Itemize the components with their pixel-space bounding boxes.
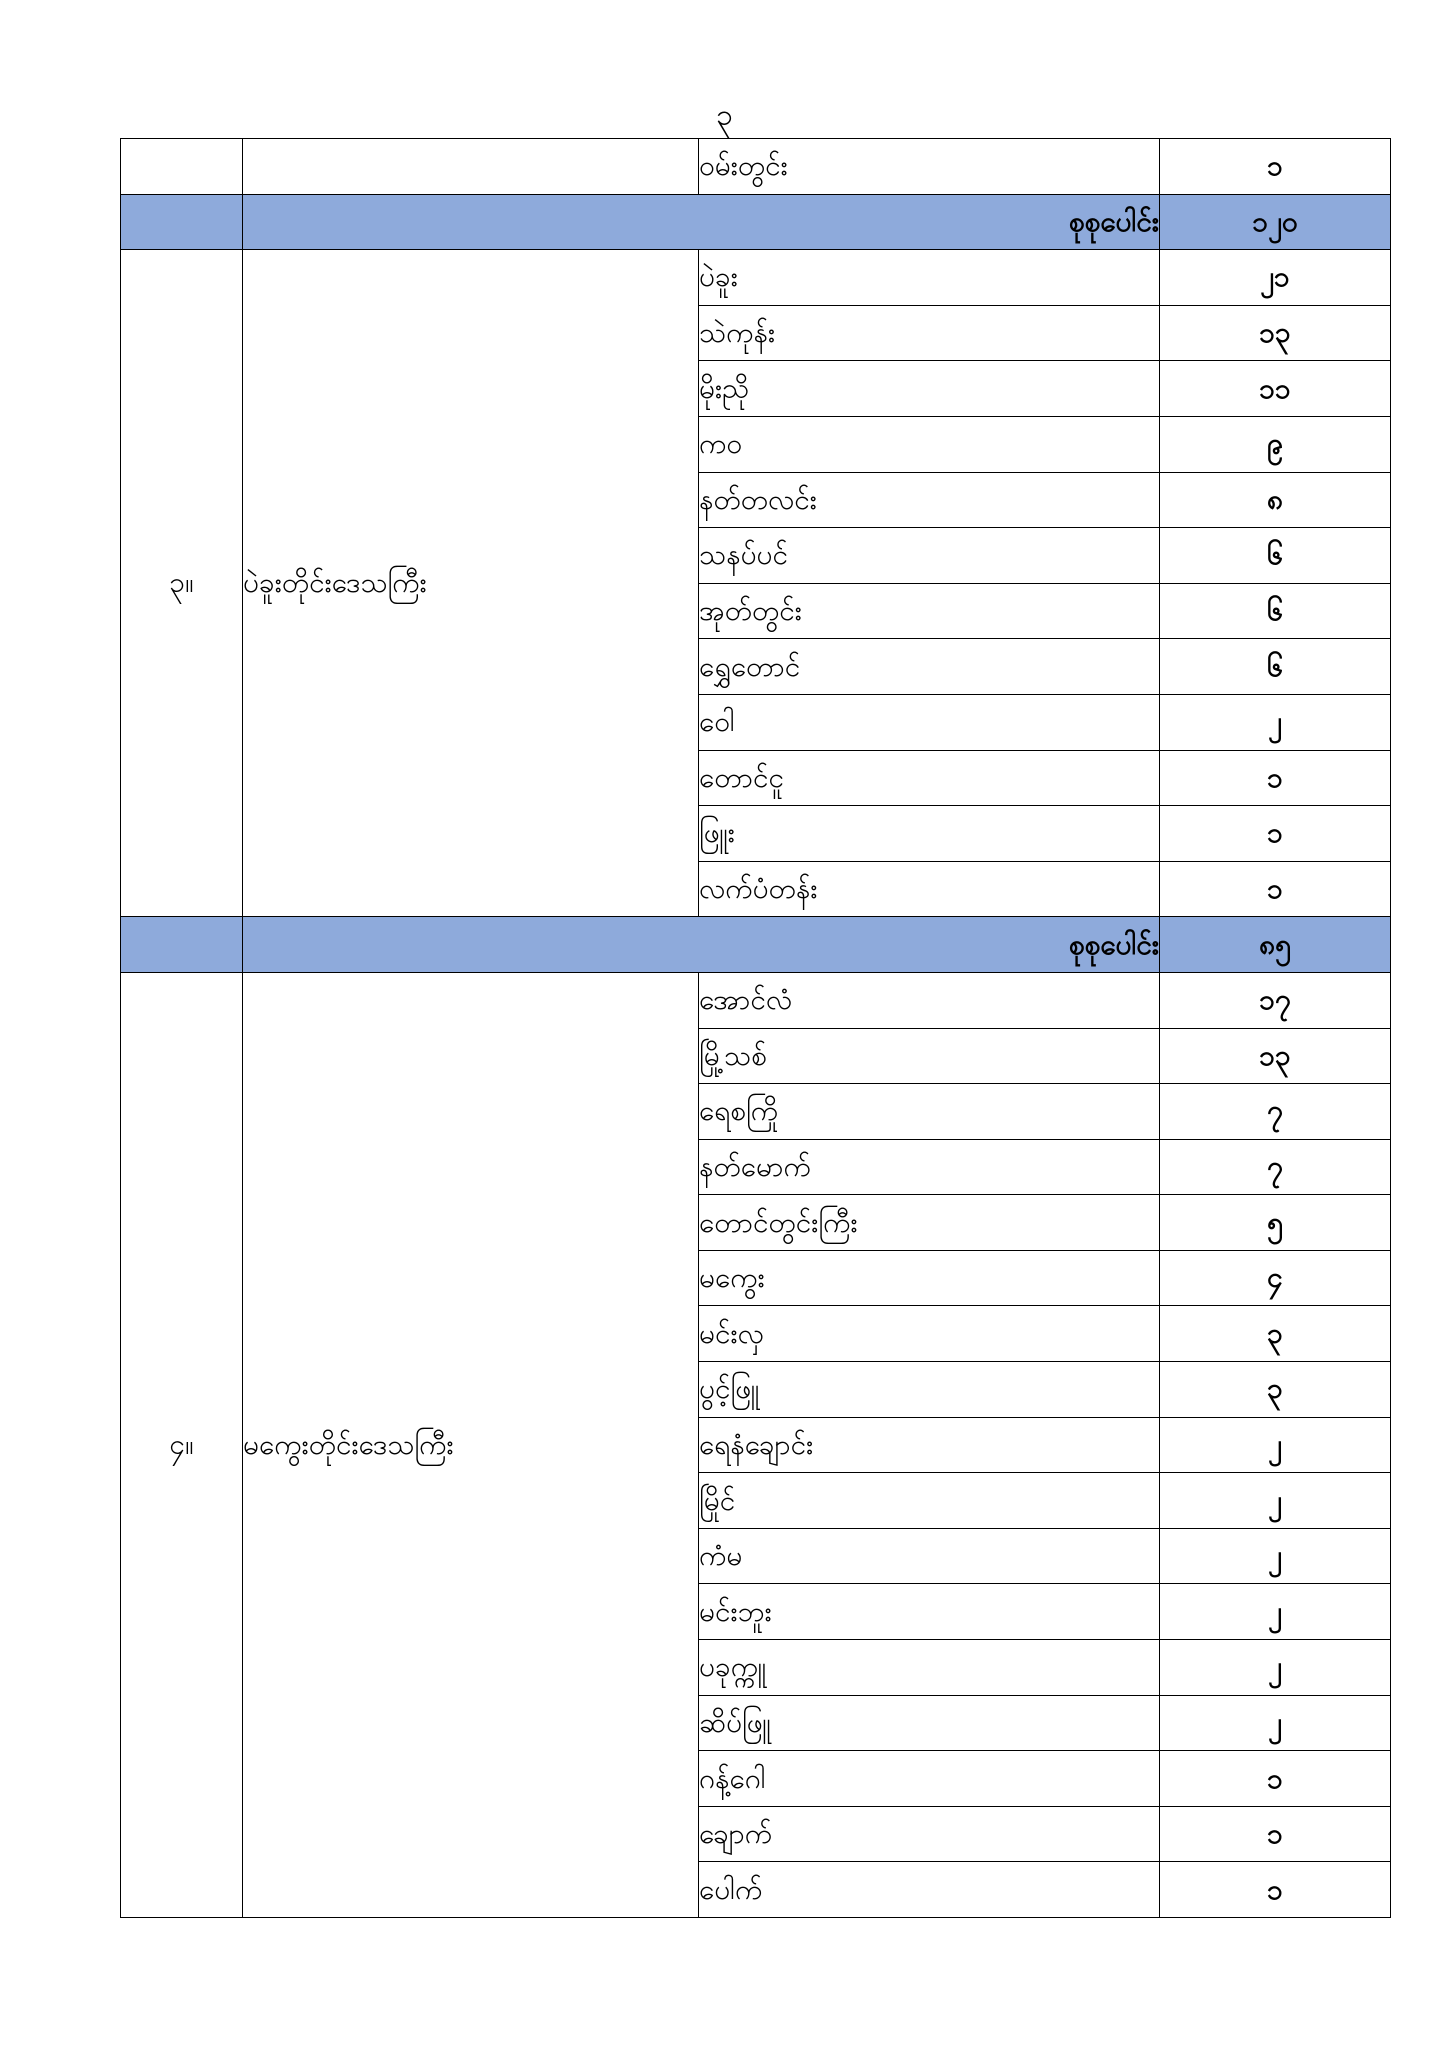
subtotal-row: [121, 917, 1391, 973]
township-count-table: [120, 138, 1391, 1918]
township-cell: မင်းဘူး: [699, 1584, 1160, 1640]
count-cell: ၉: [1160, 416, 1391, 472]
township-cell: လက်ပံတန်း: [699, 861, 1160, 917]
count-cell: ၂: [1160, 1695, 1391, 1751]
count-cell: ၁: [1160, 750, 1391, 806]
count-cell: ၂: [1160, 1528, 1391, 1584]
count-cell: ၁: [1160, 1751, 1391, 1807]
count-cell: ၁၇: [1160, 972, 1391, 1028]
count-cell: ၁: [1160, 1862, 1391, 1918]
township-cell: နတ်မောက်: [699, 1139, 1160, 1195]
township-cell: ဆိပ်ဖြူ: [699, 1695, 1160, 1751]
count-cell: ၁၁: [1160, 361, 1391, 417]
township-cell: ပဲခူး: [699, 250, 1160, 306]
count-cell: ၇: [1160, 1139, 1391, 1195]
region-number: ၄။: [121, 972, 243, 1917]
table-row: [121, 972, 1391, 1028]
count-cell: ၃: [1160, 1362, 1391, 1418]
region-number: ၃။: [121, 250, 243, 917]
count-cell: ၁: [1160, 806, 1391, 862]
township-cell: ပေါက်: [699, 1862, 1160, 1918]
township-cell: တောင်ငူ: [699, 750, 1160, 806]
township-cell: အုတ်တွင်း: [699, 583, 1160, 639]
count-cell: ၁: [1160, 139, 1391, 195]
township-cell: ဖြူး: [699, 806, 1160, 862]
township-cell: မြို့သစ်: [699, 1028, 1160, 1084]
count-cell: ၂: [1160, 1473, 1391, 1529]
count-cell: ၁၃: [1160, 1028, 1391, 1084]
count-cell: ၂: [1160, 1417, 1391, 1473]
count-cell: ၈: [1160, 472, 1391, 528]
subtotal-value: ၁၂၀: [1160, 194, 1391, 250]
township-cell: ပခုက္ကူ: [699, 1640, 1160, 1696]
number-cell: [121, 139, 243, 195]
subtotal-label: စုစုပေါင်း: [243, 194, 1160, 250]
count-cell: ၇: [1160, 1084, 1391, 1140]
township-cell: ကံမ: [699, 1528, 1160, 1584]
count-cell: ၁: [1160, 861, 1391, 917]
township-cell: ချောက်: [699, 1806, 1160, 1862]
subtotal-label: စုစုပေါင်း: [243, 917, 1160, 973]
count-cell: ၆: [1160, 639, 1391, 695]
count-cell: ၅: [1160, 1195, 1391, 1251]
count-cell: ၂၁: [1160, 250, 1391, 306]
subtotal-value: ၈၅: [1160, 917, 1391, 973]
township-cell: သနပ်ပင်: [699, 528, 1160, 584]
township-cell: သဲကုန်း: [699, 305, 1160, 361]
page-number: ၃: [716, 98, 733, 133]
count-cell: ၃: [1160, 1306, 1391, 1362]
township-cell: ဝမ်းတွင်း: [699, 139, 1160, 195]
township-cell: မိုးညို: [699, 361, 1160, 417]
township-cell: ရွှေတောင်: [699, 639, 1160, 695]
township-cell: ဝေါ: [699, 694, 1160, 750]
region-name: ပဲခူးတိုင်းဒေသကြီး: [243, 250, 699, 917]
township-cell: မြိုင်: [699, 1473, 1160, 1529]
township-cell: ရေစကြို: [699, 1084, 1160, 1140]
count-cell: ၂: [1160, 1640, 1391, 1696]
township-cell: ကဝ: [699, 416, 1160, 472]
township-cell: နတ်တလင်း: [699, 472, 1160, 528]
table-row: [121, 139, 1391, 195]
township-cell: တောင်တွင်းကြီး: [699, 1195, 1160, 1251]
region-cell: [243, 139, 699, 195]
township-cell: ပွင့်ဖြူ: [699, 1362, 1160, 1418]
township-cell: ဂန့်ဂေါ: [699, 1751, 1160, 1807]
count-cell: ၂: [1160, 694, 1391, 750]
count-cell: ၁၃: [1160, 305, 1391, 361]
township-cell: မကွေး: [699, 1250, 1160, 1306]
count-cell: ၂: [1160, 1584, 1391, 1640]
township-cell: ရေနံချောင်း: [699, 1417, 1160, 1473]
subtotal-row: [121, 194, 1391, 250]
region-name: မကွေးတိုင်းဒေသကြီး: [243, 972, 699, 1917]
count-cell: ၁: [1160, 1806, 1391, 1862]
township-cell: အောင်လံ: [699, 972, 1160, 1028]
count-cell: ၆: [1160, 583, 1391, 639]
subtotal-blank-cell: [121, 917, 243, 973]
table-row: [121, 250, 1391, 306]
count-cell: ၆: [1160, 528, 1391, 584]
subtotal-blank-cell: [121, 194, 243, 250]
count-cell: ၄: [1160, 1250, 1391, 1306]
township-cell: မင်းလှ: [699, 1306, 1160, 1362]
